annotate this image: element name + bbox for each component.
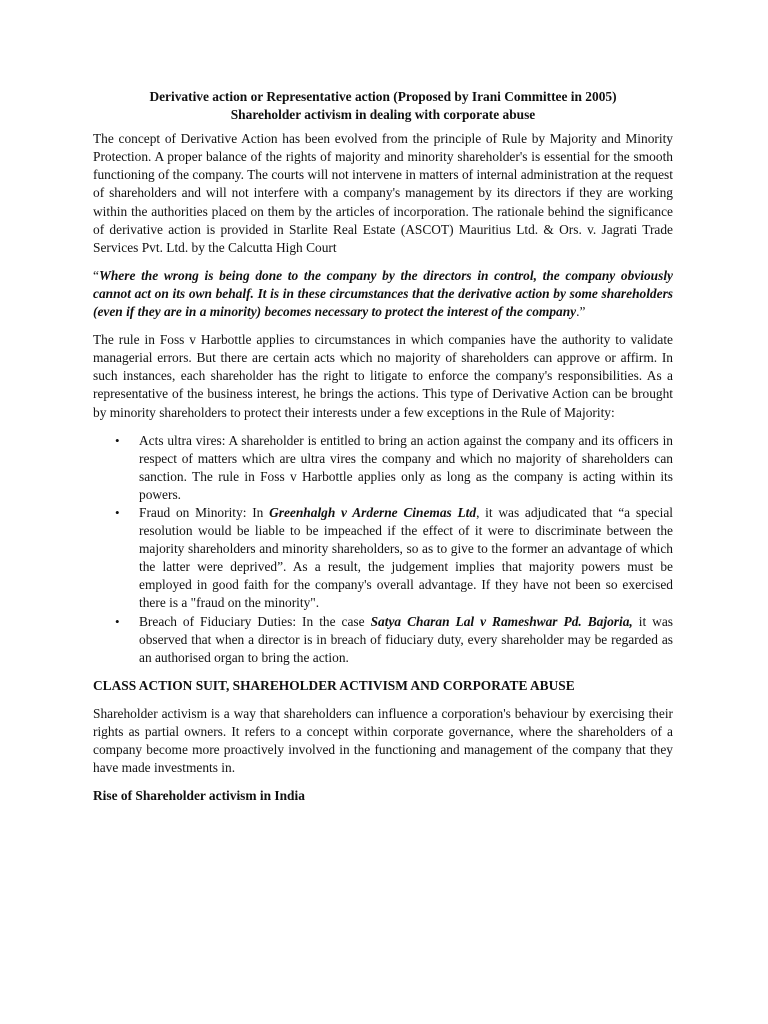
- foss-harbottle-paragraph: The rule in Foss v Harbottle applies to circumstances in which companies have the authority to validate managerial errors. But there are certain acts which no majority of shareholders can approve or affirm. In such instances, each shareholder has the right to litigate to enforce the company's responsibilities. As a representative of the business interest, he brings the actions. This type of Derivative Action can be brought by minority shareholders to protect their interests under a few exceptions in the Rule of Majority:: [93, 332, 673, 420]
- list-item: [93, 432, 673, 504]
- quote-open-mark: “: [93, 267, 99, 283]
- list-item-suffix: it was observed that when a director is in breach of fiduciary duty, every shareholder may be regarded as an authorised organ to bring the action.: [139, 613, 674, 665]
- section-heading: CLASS ACTION SUIT, SHAREHOLDER ACTIVISM AND CORPORATE ABUSE: [93, 677, 575, 693]
- quote-text: Where the wrong is being done to the company by the directors in control, the company obviously cannot act on its own behalf. It is in these circumstances that the derivative action by some shareholders (even if they are in a minority) becomes necessary to protect the interest of the company: [93, 267, 673, 320]
- list-item-prefix: Fraud on Minority: In: [139, 504, 270, 520]
- case-name: Greenhalgh v Arderne Cinemas Ltd: [269, 504, 477, 520]
- title-line-1: Derivative action or Representative action (Proposed by Irani Committee in 2005): [149, 89, 617, 104]
- case-name: Satya Charan Lal v Rameshwar Pd. Bajoria,: [370, 613, 633, 629]
- list-item-suffix: , it was adjudicated that “a special resolution would be liable to be impeached if the effect of it were to discriminate between the majority shareholders and minority shareholders, so as to give to the former an advantage of which the latter were deprived”. As a result, the judgement implies that majority powers must be employed in good faith for the company's overall advantage. If they have not been so exercised there is a "fraud on the minority".: [139, 504, 674, 611]
- bullet-icon: •: [115, 613, 120, 629]
- shareholder-activism-paragraph: Shareholder activism is a way that shareholders can influence a corporation's behaviour by exercising their rights as partial owners. It refers to a concept within corporate governance, where the shareholders of a company become more proactively involved in the functioning and management of the company that they have made investments in.: [93, 705, 673, 776]
- list-item-prefix: Breach of Fiduciary Duties: In the case: [139, 613, 371, 629]
- title-line-2: Shareholder activism in dealing with corporate abuse: [230, 107, 536, 123]
- exceptions-list: [93, 432, 673, 667]
- document-title: [93, 88, 673, 124]
- list-item: [93, 613, 673, 667]
- intro-paragraph: The concept of Derivative Action has been evolved from the principle of Rule by Majority and Minority Protection. A proper balance of the rights of majority and minority shareholder's is essential for the smooth functioning of the company. The courts will not intervene in matters of internal administration at the request of shareholders and will not interfere with a company's management by its directors if they are working within the authorities placed on them by the articles of incorporation. The rationale behind the significance of derivative action is provided in Starlite Real Estate (ASCOT) Mauritius Ltd. & Ors. v. Jagrati Trade Services Pvt. Ltd. by the Calcutta High Court: [93, 131, 673, 255]
- sub-heading: Rise of Shareholder activism in India: [93, 788, 305, 804]
- court-quote: [93, 267, 673, 321]
- bullet-icon: •: [115, 504, 120, 520]
- quote-close-mark: .”: [576, 304, 586, 320]
- list-item: [93, 504, 673, 613]
- document-page: [93, 88, 673, 805]
- list-item-text: Acts ultra vires: A shareholder is entitled to bring an action against the company and its officers in respect of matters which are ultra vires the company and which no majority of shareholders can sanction. The rule in Foss v Harbottle applies only as long as the company is acting within its powers.: [139, 432, 673, 502]
- bullet-icon: •: [115, 432, 120, 448]
